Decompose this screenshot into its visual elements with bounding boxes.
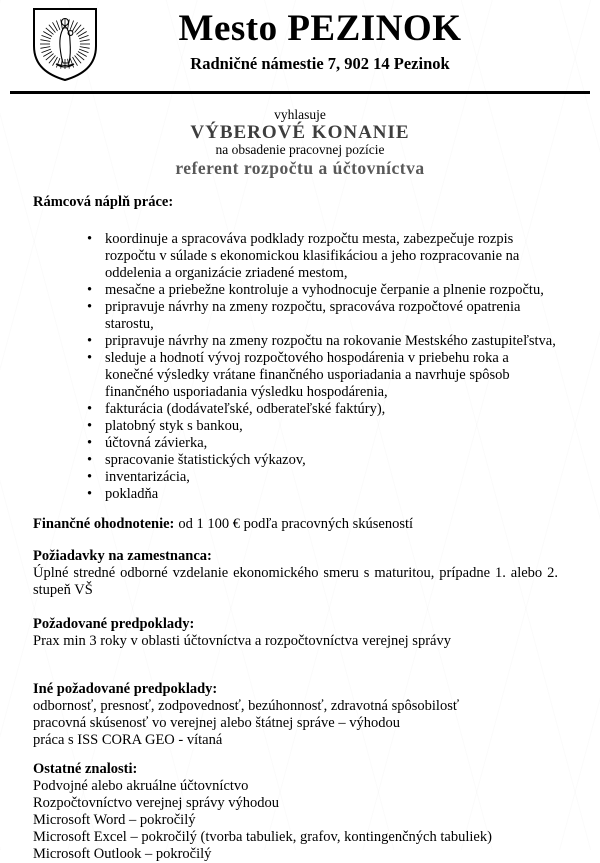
prerequisites-text: Prax min 3 roky v oblasti účtovníctva a rozpočtovníctva verejnej správy	[33, 633, 451, 649]
scope-bullet-item: • sleduje a hodnotí vývoj rozpočtového hospodárenia v priebehu roka a konečné výsledky vrátane finančného usporiadania a navrhuje spôsob finančného usporiadania výsledku hospodárenia,	[105, 350, 558, 401]
skill-line: Rozpočtovníctvo verejnej správy výhodou	[33, 795, 280, 811]
position-title: referent rozpočtu a účtovníctva	[175, 158, 425, 178]
announce-verb: vyhlasuje	[274, 107, 326, 122]
header-divider	[10, 91, 590, 94]
prerequisites-heading: Požadované predpoklady:	[33, 616, 195, 632]
scope-bullet-item: • koordinuje a spracováva podklady rozpočtu mesta, zabezpečuje rozpis rozpočtu v súlade s ekonomickou klasifikáciou a jeho rozpracovanie na oddelenia a organizácie zriadené mestom,	[105, 231, 558, 282]
other-prerequisites-section	[33, 681, 558, 749]
scope-bullet-list	[33, 231, 558, 503]
scope-bullet-item: • mesačne a priebežne kontroluje a vyhodnocuje čerpanie a plnenie rozpočtu,	[105, 282, 558, 299]
skill-line: Microsoft Word – pokročilý	[33, 812, 196, 828]
salary-line	[33, 516, 558, 533]
skills-section	[33, 761, 558, 863]
other-prerequisites-list	[33, 698, 558, 749]
skill-line: Microsoft Outlook – pokročilý	[33, 846, 212, 862]
salary-value: od 1 100 € podľa pracovných skúseností	[178, 516, 414, 532]
document-body	[33, 194, 558, 863]
requirements-heading: Požiadavky na zamestnanca:	[33, 548, 212, 564]
other-prerequisites-heading: Iné požadované predpoklady:	[33, 681, 218, 697]
salary-heading: Finančné ohodnotenie:	[33, 516, 175, 532]
skills-heading: Ostatné znalosti:	[33, 761, 138, 777]
other-prerequisite-line: pracovná skúsenosť vo verejnej alebo štátnej správe – výhodou	[33, 715, 400, 731]
scope-bullet-item: • inventarizácia,	[105, 469, 558, 486]
scope-bullet-item: • pripravuje návrhy na zmeny rozpočtu na rokovanie Mestského zastupiteľstva,	[105, 333, 558, 350]
announce-title: VÝBEROVÉ KONANIE	[190, 122, 410, 143]
other-prerequisite-line: odbornosť, presnosť, zodpovednosť, bezúhonnosť, zdravotná spôsobilosť	[33, 698, 460, 714]
announcement-block	[0, 106, 600, 178]
org-address: Radničné námestie 7, 902 14 Pezinok	[190, 53, 450, 73]
scope-bullet-item: • pripravuje návrhy na zmeny rozpočtu, spracováva rozpočtové opatrenia starostu,	[105, 299, 558, 333]
scope-bullet-item: • platobný styk s bankou,	[105, 418, 558, 435]
prerequisites-section	[33, 616, 558, 650]
scope-bullet-item: • pokladňa	[105, 486, 558, 503]
announce-subtitle: na obsadenie pracovnej pozície	[215, 142, 385, 157]
org-name: Mesto PEZINOK	[178, 8, 462, 49]
scope-bullet-item: • spracovanie štatistických výkazov,	[105, 452, 558, 469]
skill-line: Podvojné alebo akruálne účtovníctvo	[33, 778, 249, 794]
scope-bullet-item: • fakturácia (dodávateľské, odberateľské faktúry),	[105, 401, 558, 418]
requirements-text: Úplné stredné odborné vzdelanie ekonomického smeru s maturitou, prípadne 1. alebo 2. stupeň VŠ	[33, 565, 558, 598]
scope-bullet-item: • účtovná závierka,	[105, 435, 558, 452]
skill-line: Microsoft Excel – pokročilý (tvorba tabuliek, grafov, kontingenčných tabuliek)	[33, 829, 492, 845]
letterhead-text	[60, 10, 580, 74]
skills-list	[33, 778, 558, 863]
coat-of-arms-icon	[30, 6, 100, 82]
requirements-section	[33, 548, 558, 599]
scope-heading: Rámcová náplň práce:	[33, 194, 174, 210]
other-prerequisite-line: práca s ISS CORA GEO - vítaná	[33, 732, 223, 748]
letterhead	[0, 0, 600, 86]
